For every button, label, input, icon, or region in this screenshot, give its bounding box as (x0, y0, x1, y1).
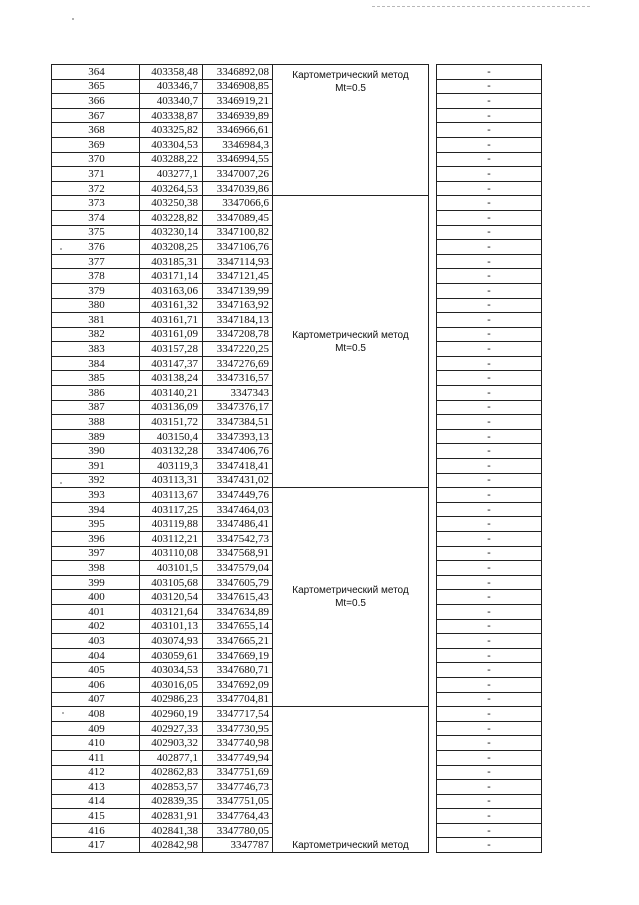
y-coordinate-cell: 3347106,76 (203, 240, 273, 255)
method-cell (273, 488, 429, 707)
x-coordinate-cell: 403228,82 (140, 210, 203, 225)
error-cell: - (437, 721, 542, 736)
point-number-cell: 384 (52, 356, 140, 371)
point-number-cell: 398 (52, 561, 140, 576)
error-cell: - (437, 707, 542, 722)
x-coordinate-cell: 403304,53 (140, 137, 203, 152)
x-coordinate-cell: 403151,72 (140, 415, 203, 430)
error-cell: - (437, 488, 542, 503)
y-coordinate-cell: 3347184,13 (203, 313, 273, 328)
x-coordinate-cell: 403119,88 (140, 517, 203, 532)
y-coordinate-cell: 3347163,92 (203, 298, 273, 313)
point-number-cell: 399 (52, 575, 140, 590)
x-coordinate-cell: 402842,98 (140, 838, 203, 853)
point-number-cell: 388 (52, 415, 140, 430)
x-coordinate-cell: 403150,4 (140, 429, 203, 444)
error-cell: - (437, 152, 542, 167)
error-cell: - (437, 137, 542, 152)
error-cell: - (437, 298, 542, 313)
y-coordinate-cell: 3347007,26 (203, 167, 273, 182)
x-coordinate-cell: 403074,93 (140, 634, 203, 649)
point-number-cell: 417 (52, 838, 140, 853)
coordinates-table-body (52, 65, 542, 853)
error-cell: - (437, 750, 542, 765)
point-number-cell: 380 (52, 298, 140, 313)
x-coordinate-cell: 403121,64 (140, 604, 203, 619)
x-coordinate-cell: 403171,14 (140, 269, 203, 284)
point-number-cell: 412 (52, 765, 140, 780)
point-number-cell: 416 (52, 823, 140, 838)
y-coordinate-cell: 3347343 (203, 386, 273, 401)
x-coordinate-cell: 403358,48 (140, 65, 203, 80)
error-cell: - (437, 327, 542, 342)
y-coordinate-cell: 3346908,85 (203, 79, 273, 94)
point-number-cell: 368 (52, 123, 140, 138)
point-number-cell: 367 (52, 108, 140, 123)
point-number-cell: 400 (52, 590, 140, 605)
x-coordinate-cell: 403185,31 (140, 254, 203, 269)
error-cell: - (437, 225, 542, 240)
y-coordinate-cell: 3346892,08 (203, 65, 273, 80)
y-coordinate-cell: 3347464,03 (203, 502, 273, 517)
y-coordinate-cell: 3347100,82 (203, 225, 273, 240)
y-coordinate-cell: 3346966,61 (203, 123, 273, 138)
y-coordinate-cell: 3346919,21 (203, 94, 273, 109)
spacer-cell (429, 707, 437, 853)
error-cell: - (437, 765, 542, 780)
x-coordinate-cell: 403340,7 (140, 94, 203, 109)
point-number-cell: 392 (52, 473, 140, 488)
method-label: Картометрический метод (292, 70, 409, 81)
point-number-cell: 389 (52, 429, 140, 444)
scan-artifact-line (372, 6, 590, 8)
point-number-cell: 404 (52, 648, 140, 663)
error-cell: - (437, 356, 542, 371)
error-cell: - (437, 283, 542, 298)
error-cell: - (437, 561, 542, 576)
x-coordinate-cell: 403277,1 (140, 167, 203, 182)
y-coordinate-cell: 3347740,98 (203, 736, 273, 751)
method-accuracy: Mt=0.5 (335, 598, 366, 610)
error-cell: - (437, 838, 542, 853)
point-number-cell: 390 (52, 444, 140, 459)
y-coordinate-cell: 3347634,89 (203, 604, 273, 619)
y-coordinate-cell: 3347384,51 (203, 415, 273, 430)
error-cell: - (437, 108, 542, 123)
x-coordinate-cell: 403140,21 (140, 386, 203, 401)
table-row (52, 488, 542, 503)
point-number-cell: 381 (52, 313, 140, 328)
error-cell: - (437, 371, 542, 386)
x-coordinate-cell: 402841,38 (140, 823, 203, 838)
x-coordinate-cell: 403138,24 (140, 371, 203, 386)
x-coordinate-cell: 403338,87 (140, 108, 203, 123)
point-number-cell: 364 (52, 65, 140, 80)
x-coordinate-cell: 403113,31 (140, 473, 203, 488)
spacer-cell (429, 196, 437, 488)
x-coordinate-cell: 403117,25 (140, 502, 203, 517)
point-number-cell: 387 (52, 400, 140, 415)
y-coordinate-cell: 3347139,99 (203, 283, 273, 298)
error-cell: - (437, 590, 542, 605)
point-number-cell: 396 (52, 532, 140, 547)
y-coordinate-cell: 3347787 (203, 838, 273, 853)
x-coordinate-cell: 403325,82 (140, 123, 203, 138)
point-number-cell: 403 (52, 634, 140, 649)
error-cell: - (437, 269, 542, 284)
y-coordinate-cell: 3347680,71 (203, 663, 273, 678)
point-number-cell: 382 (52, 327, 140, 342)
point-number-cell: 410 (52, 736, 140, 751)
y-coordinate-cell: 3347431,02 (203, 473, 273, 488)
point-number-cell: 372 (52, 181, 140, 196)
point-number-cell: 405 (52, 663, 140, 678)
x-coordinate-cell: 403346,7 (140, 79, 203, 94)
y-coordinate-cell: 3347655,14 (203, 619, 273, 634)
error-cell: - (437, 181, 542, 196)
y-coordinate-cell: 3347208,78 (203, 327, 273, 342)
point-number-cell: 365 (52, 79, 140, 94)
x-coordinate-cell: 402831,91 (140, 809, 203, 824)
point-number-cell: 371 (52, 167, 140, 182)
error-cell: - (437, 692, 542, 707)
point-number-cell: 397 (52, 546, 140, 561)
x-coordinate-cell: 403112,21 (140, 532, 203, 547)
error-cell: - (437, 94, 542, 109)
point-number-cell: 393 (52, 488, 140, 503)
point-number-cell: 374 (52, 210, 140, 225)
x-coordinate-cell: 403110,08 (140, 546, 203, 561)
error-cell: - (437, 794, 542, 809)
y-coordinate-cell: 3347276,69 (203, 356, 273, 371)
point-number-cell: 379 (52, 283, 140, 298)
y-coordinate-cell: 3347066,6 (203, 196, 273, 211)
x-coordinate-cell: 402853,57 (140, 780, 203, 795)
x-coordinate-cell: 403161,09 (140, 327, 203, 342)
y-coordinate-cell: 3347780,05 (203, 823, 273, 838)
x-coordinate-cell: 403161,32 (140, 298, 203, 313)
error-cell: - (437, 254, 542, 269)
x-coordinate-cell: 403120,54 (140, 590, 203, 605)
y-coordinate-cell: 3347579,04 (203, 561, 273, 576)
x-coordinate-cell: 403230,14 (140, 225, 203, 240)
point-number-cell: 402 (52, 619, 140, 634)
y-coordinate-cell: 3347751,05 (203, 794, 273, 809)
method-accuracy: Mt=0.5 (335, 83, 366, 94)
error-cell: - (437, 240, 542, 255)
table-row (52, 65, 542, 80)
error-cell: - (437, 342, 542, 357)
point-number-cell: 369 (52, 137, 140, 152)
error-cell: - (437, 604, 542, 619)
x-coordinate-cell: 402903,32 (140, 736, 203, 751)
method-accuracy: Mt=0.5 (335, 342, 366, 354)
x-coordinate-cell: 403101,5 (140, 561, 203, 576)
error-cell: - (437, 386, 542, 401)
error-cell: - (437, 473, 542, 488)
x-coordinate-cell: 402927,33 (140, 721, 203, 736)
error-cell: - (437, 65, 542, 80)
x-coordinate-cell: 402839,35 (140, 794, 203, 809)
x-coordinate-cell: 403147,37 (140, 356, 203, 371)
x-coordinate-cell: 403208,25 (140, 240, 203, 255)
x-coordinate-cell: 403161,71 (140, 313, 203, 328)
point-number-cell: 395 (52, 517, 140, 532)
point-number-cell: 406 (52, 677, 140, 692)
y-coordinate-cell: 3347568,91 (203, 546, 273, 561)
y-coordinate-cell: 3347669,19 (203, 648, 273, 663)
y-coordinate-cell: 3347418,41 (203, 459, 273, 474)
y-coordinate-cell: 3347393,13 (203, 429, 273, 444)
method-label: Картометрический метод (292, 329, 409, 341)
coordinates-table (51, 64, 542, 853)
x-coordinate-cell: 403016,05 (140, 677, 203, 692)
error-cell: - (437, 415, 542, 430)
point-number-cell: 415 (52, 809, 140, 824)
x-coordinate-cell: 403264,53 (140, 181, 203, 196)
point-number-cell: 409 (52, 721, 140, 736)
y-coordinate-cell: 3347749,94 (203, 750, 273, 765)
error-cell: - (437, 210, 542, 225)
x-coordinate-cell: 403132,28 (140, 444, 203, 459)
x-coordinate-cell: 403101,13 (140, 619, 203, 634)
y-coordinate-cell: 3347704,81 (203, 692, 273, 707)
x-coordinate-cell: 403250,38 (140, 196, 203, 211)
x-coordinate-cell: 403105,68 (140, 575, 203, 590)
x-coordinate-cell: 403119,3 (140, 459, 203, 474)
point-number-cell: 370 (52, 152, 140, 167)
spacer-cell (429, 65, 437, 196)
y-coordinate-cell: 3347764,43 (203, 809, 273, 824)
y-coordinate-cell: 3346994,55 (203, 152, 273, 167)
y-coordinate-cell: 3347615,43 (203, 590, 273, 605)
y-coordinate-cell: 3346984,3 (203, 137, 273, 152)
error-cell: - (437, 736, 542, 751)
y-coordinate-cell: 3347316,57 (203, 371, 273, 386)
x-coordinate-cell: 403288,22 (140, 152, 203, 167)
y-coordinate-cell: 3347114,93 (203, 254, 273, 269)
x-coordinate-cell: 403163,06 (140, 283, 203, 298)
x-coordinate-cell: 402862,83 (140, 765, 203, 780)
point-number-cell: 373 (52, 196, 140, 211)
error-cell: - (437, 502, 542, 517)
y-coordinate-cell: 3347220,25 (203, 342, 273, 357)
error-cell: - (437, 532, 542, 547)
point-number-cell: 377 (52, 254, 140, 269)
point-number-cell: 414 (52, 794, 140, 809)
error-cell: - (437, 517, 542, 532)
y-coordinate-cell: 3347376,17 (203, 400, 273, 415)
y-coordinate-cell: 3347089,45 (203, 210, 273, 225)
error-cell: - (437, 663, 542, 678)
spacer-cell (429, 488, 437, 707)
y-coordinate-cell: 3347665,21 (203, 634, 273, 649)
point-number-cell: 383 (52, 342, 140, 357)
y-coordinate-cell: 3347751,69 (203, 765, 273, 780)
method-cell (273, 196, 429, 488)
x-coordinate-cell: 403136,09 (140, 400, 203, 415)
point-number-cell: 385 (52, 371, 140, 386)
y-coordinate-cell: 3347449,76 (203, 488, 273, 503)
x-coordinate-cell: 403034,53 (140, 663, 203, 678)
y-coordinate-cell: 3347692,09 (203, 677, 273, 692)
point-number-cell: 366 (52, 94, 140, 109)
x-coordinate-cell: 402986,23 (140, 692, 203, 707)
x-coordinate-cell: 403113,67 (140, 488, 203, 503)
scan-speck (72, 18, 74, 20)
x-coordinate-cell: 403059,61 (140, 648, 203, 663)
error-cell: - (437, 648, 542, 663)
error-cell: - (437, 167, 542, 182)
x-coordinate-cell: 403157,28 (140, 342, 203, 357)
point-number-cell: 391 (52, 459, 140, 474)
error-cell: - (437, 619, 542, 634)
x-coordinate-cell: 402877,1 (140, 750, 203, 765)
method-cell (273, 707, 429, 853)
method-label: Картометрический метод (292, 840, 409, 852)
point-number-cell: 375 (52, 225, 140, 240)
error-cell: - (437, 79, 542, 94)
error-cell: - (437, 634, 542, 649)
error-cell: - (437, 123, 542, 138)
error-cell: - (437, 400, 542, 415)
y-coordinate-cell: 3347406,76 (203, 444, 273, 459)
table-row (52, 196, 542, 211)
method-label: Картометрический метод (292, 585, 409, 597)
y-coordinate-cell: 3347039,86 (203, 181, 273, 196)
error-cell: - (437, 780, 542, 795)
point-number-cell: 411 (52, 750, 140, 765)
point-number-cell: 386 (52, 386, 140, 401)
error-cell: - (437, 546, 542, 561)
y-coordinate-cell: 3346939,89 (203, 108, 273, 123)
error-cell: - (437, 313, 542, 328)
error-cell: - (437, 677, 542, 692)
point-number-cell: 401 (52, 604, 140, 619)
error-cell: - (437, 444, 542, 459)
error-cell: - (437, 575, 542, 590)
point-number-cell: 407 (52, 692, 140, 707)
error-cell: - (437, 809, 542, 824)
point-number-cell: 394 (52, 502, 140, 517)
y-coordinate-cell: 3347542,73 (203, 532, 273, 547)
y-coordinate-cell: 3347486,41 (203, 517, 273, 532)
point-number-cell: 378 (52, 269, 140, 284)
error-cell: - (437, 429, 542, 444)
point-number-cell: 408 (52, 707, 140, 722)
y-coordinate-cell: 3347605,79 (203, 575, 273, 590)
method-cell (273, 65, 429, 196)
point-number-cell: 376 (52, 240, 140, 255)
y-coordinate-cell: 3347717,54 (203, 707, 273, 722)
y-coordinate-cell: 3347730,95 (203, 721, 273, 736)
y-coordinate-cell: 3347746,73 (203, 780, 273, 795)
x-coordinate-cell: 402960,19 (140, 707, 203, 722)
error-cell: - (437, 459, 542, 474)
error-cell: - (437, 823, 542, 838)
y-coordinate-cell: 3347121,45 (203, 269, 273, 284)
point-number-cell: 413 (52, 780, 140, 795)
table-row (52, 707, 542, 722)
error-cell: - (437, 196, 542, 211)
